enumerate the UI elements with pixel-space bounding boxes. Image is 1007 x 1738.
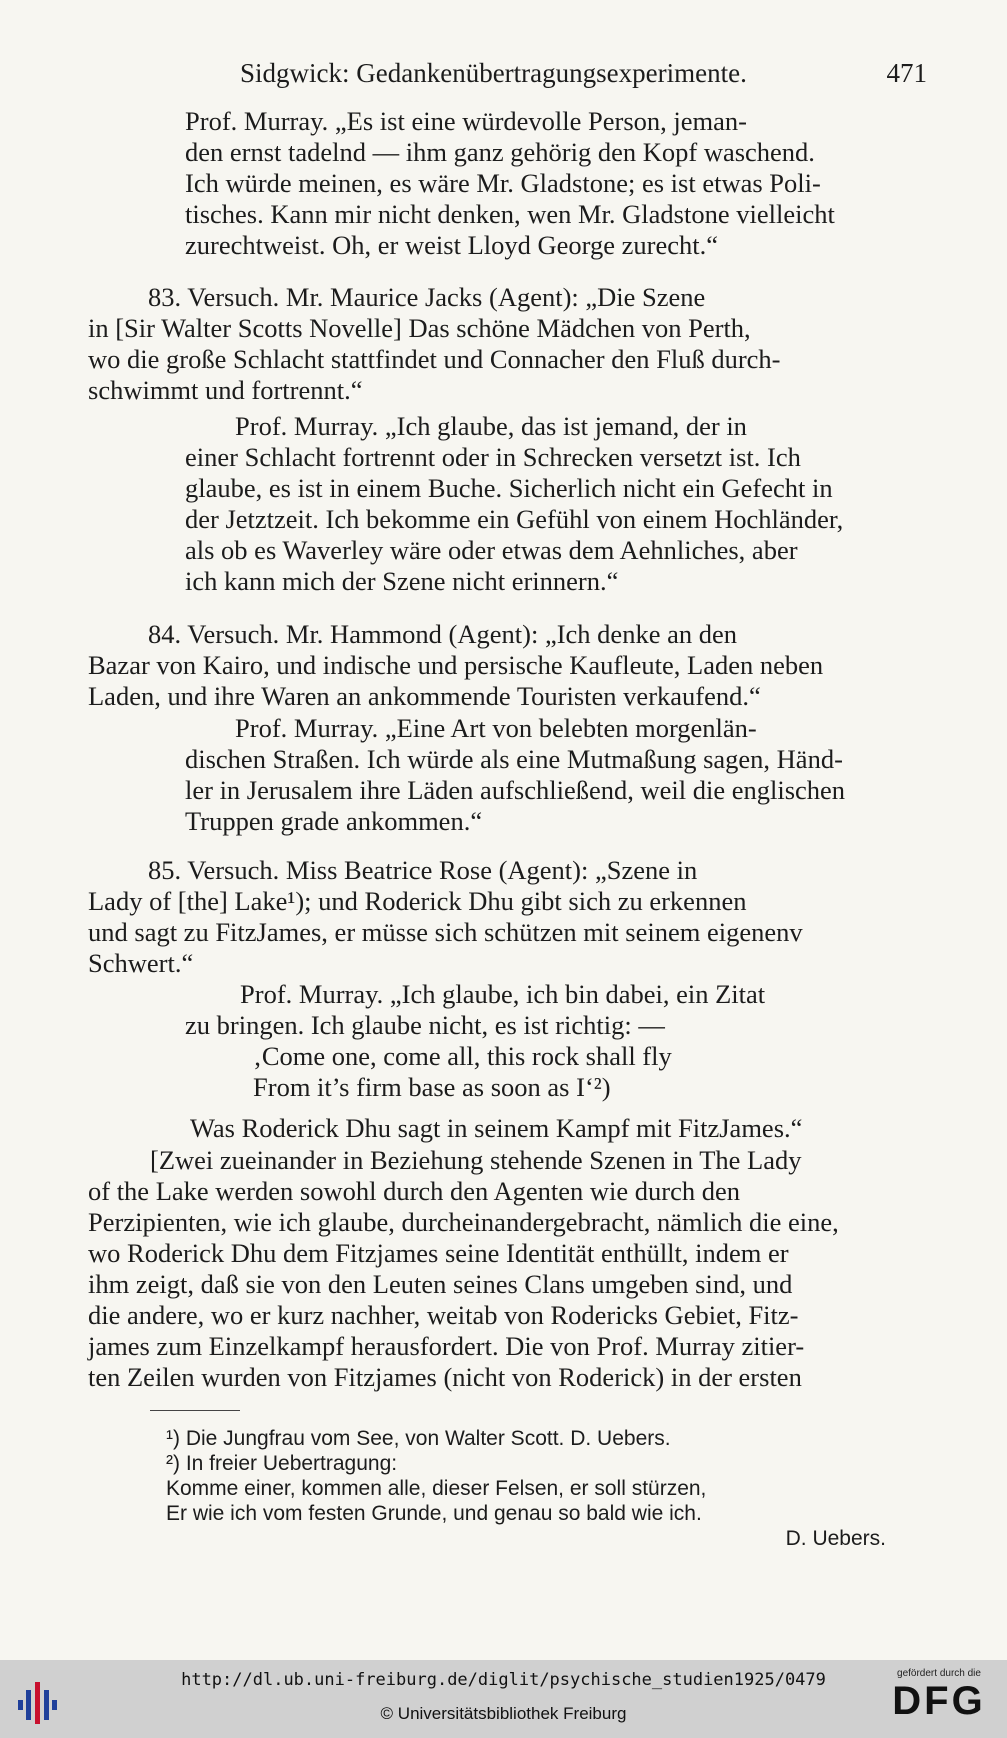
text-line: wo die große Schlacht stattfindet und Connacher den Fluß durch- <box>88 344 781 374</box>
footnote-2-line: Er wie ich vom festen Grunde, und genau so bald wie ich. <box>166 1502 702 1525</box>
paragraph-quote-close <box>190 1113 935 1144</box>
verse-line: ‚Come one, come all, this rock shall fly <box>253 1041 672 1071</box>
footnotes <box>166 1426 926 1551</box>
dfg-logo-text: DFG <box>892 1679 986 1723</box>
verse-line: From it’s firm base as soon as I‘²) <box>253 1072 611 1102</box>
text-line: die andere, wo er kurz nachher, weitab von Rodericks Gebiet, Fitz- <box>88 1300 799 1330</box>
footnote-signature: D. Uebers. <box>785 1527 886 1550</box>
text-line: der Jetztzeit. Ich bekomme ein Gefühl von einem Hochländer, <box>185 504 844 534</box>
text-line: ten Zeilen wurden von Fitzjames (nicht von Roderick) in der ersten <box>88 1362 802 1392</box>
paragraph-murray-response-4 <box>185 979 930 1041</box>
text-line: Prof. Murray. „Ich glaube, das ist jemand, der in <box>235 411 747 441</box>
text-line: einer Schlacht fortrennt oder in Schrecken versetzt ist. Ich <box>185 442 801 472</box>
text-line: Bazar von Kairo, und indische und persische Kaufleute, Laden neben <box>88 650 824 680</box>
text-line: ler in Jerusalem ihre Läden aufschließend, weil die englischen <box>185 775 846 805</box>
text-line: zurechtweist. Oh, er weist Lloyd George zurecht.“ <box>185 230 718 260</box>
footnote-2-line: Komme einer, kommen alle, dieser Felsen, er soll stürzen, <box>166 1477 707 1500</box>
text-line: Lady of [the] Lake¹); und Roderick Dhu gibt sich zu erkennen <box>88 886 747 916</box>
text-line: ich kann mich der Szene nicht erinnern.“ <box>185 566 619 596</box>
text-line: 85. Versuch. Miss Beatrice Rose (Agent): „Szene in <box>148 855 698 885</box>
text-line: den ernst tadelnd — ihm ganz gehörig den Kopf waschend. <box>185 137 815 167</box>
text-line: tisches. Kann mir nicht denken, wen Mr. Gladstone vielleicht <box>185 199 835 229</box>
text-line: Laden, und ihre Waren an ankommende Touristen verkaufend.“ <box>88 681 761 711</box>
footnote-1: ¹) Die Jungfrau vom See, von Walter Scott. D. Uebers. <box>166 1427 671 1450</box>
text-line: Schwert.“ <box>88 948 194 978</box>
funder-caption: gefördert durch die <box>897 1668 981 1679</box>
dfg-logo <box>883 1668 995 1732</box>
verse-quotation <box>253 1041 853 1103</box>
text-line: Truppen grade ankommen.“ <box>185 806 483 836</box>
text-line: 84. Versuch. Mr. Hammond (Agent): „Ich denke an den <box>148 619 737 649</box>
permalink-url[interactable]: http://dl.ub.uni-freiburg.de/diglit/psychische_studien1925/0479 <box>181 1670 826 1690</box>
text-line: 83. Versuch. Mr. Maurice Jacks (Agent): „Die Szene <box>148 282 706 312</box>
paragraph-versuch-85 <box>88 855 933 979</box>
text-line: Ich würde meinen, es wäre Mr. Gladstone; es ist etwas Poli- <box>185 168 821 198</box>
text-line: Perzipienten, wie ich glaube, durcheinandergebracht, nämlich die eine, <box>88 1207 839 1237</box>
text-line: schwimmt und fortrennt.“ <box>88 375 363 405</box>
text-line: wo Roderick Dhu dem Fitzjames seine Identität enthüllt, indem er <box>88 1238 789 1268</box>
text-line: of the Lake werden sowohl durch den Agenten wie durch den <box>88 1176 740 1206</box>
paragraph-murray-response-1 <box>185 106 930 261</box>
text-line: Was Roderick Dhu sagt in seinem Kampf mit FitzJames.“ <box>190 1113 803 1143</box>
paragraph-versuch-84 <box>88 619 933 712</box>
text-line: Prof. Murray. „Es ist eine würdevolle Person, jeman- <box>185 106 747 136</box>
text-line: [Zwei zueinander in Beziehung stehende Szenen in The Lady <box>150 1145 802 1175</box>
text-line: zu bringen. Ich glaube nicht, es ist richtig: — <box>185 1010 665 1040</box>
text-line: und sagt zu FitzJames, er müsse sich schützen mit seinem eigenenv <box>88 917 803 947</box>
page-number: 471 <box>886 58 927 88</box>
paragraph-versuch-83 <box>88 282 933 406</box>
paragraph-murray-response-3 <box>185 713 930 837</box>
footnote-rule <box>150 1410 240 1411</box>
footnote-2: ²) In freier Uebertragung: <box>166 1452 398 1475</box>
paragraph-murray-response-2 <box>185 411 930 597</box>
running-title: Sidgwick: Gedankenübertragungsexperimente. <box>240 58 747 88</box>
text-line: Prof. Murray. „Ich glaube, ich bin dabei, ein Zitat <box>240 979 766 1009</box>
text-line: glaube, es ist in einem Buche. Sicherlich nicht ein Gefecht in <box>185 473 833 503</box>
text-line: dischen Straßen. Ich würde als eine Mutmaßung sagen, Händ- <box>185 744 843 774</box>
text-line: james zum Einzelkampf herausfordert. Die von Prof. Murray zitier- <box>88 1331 805 1361</box>
text-line: als ob es Waverley wäre oder etwas dem Aehnliches, aber <box>185 535 798 565</box>
text-line: Prof. Murray. „Eine Art von belebten morgenlän- <box>235 713 757 743</box>
viewer-footer-bar <box>0 1660 1007 1738</box>
text-line: ihm zeigt, daß sie von den Leuten seines Clans umgeben sind, und <box>88 1269 793 1299</box>
copyright-notice: © Universitätsbibliothek Freiburg <box>380 1704 627 1723</box>
text-line: in [Sir Walter Scotts Novelle] Das schöne Mädchen von Perth, <box>88 313 751 343</box>
paragraph-editorial-comment <box>88 1145 933 1393</box>
